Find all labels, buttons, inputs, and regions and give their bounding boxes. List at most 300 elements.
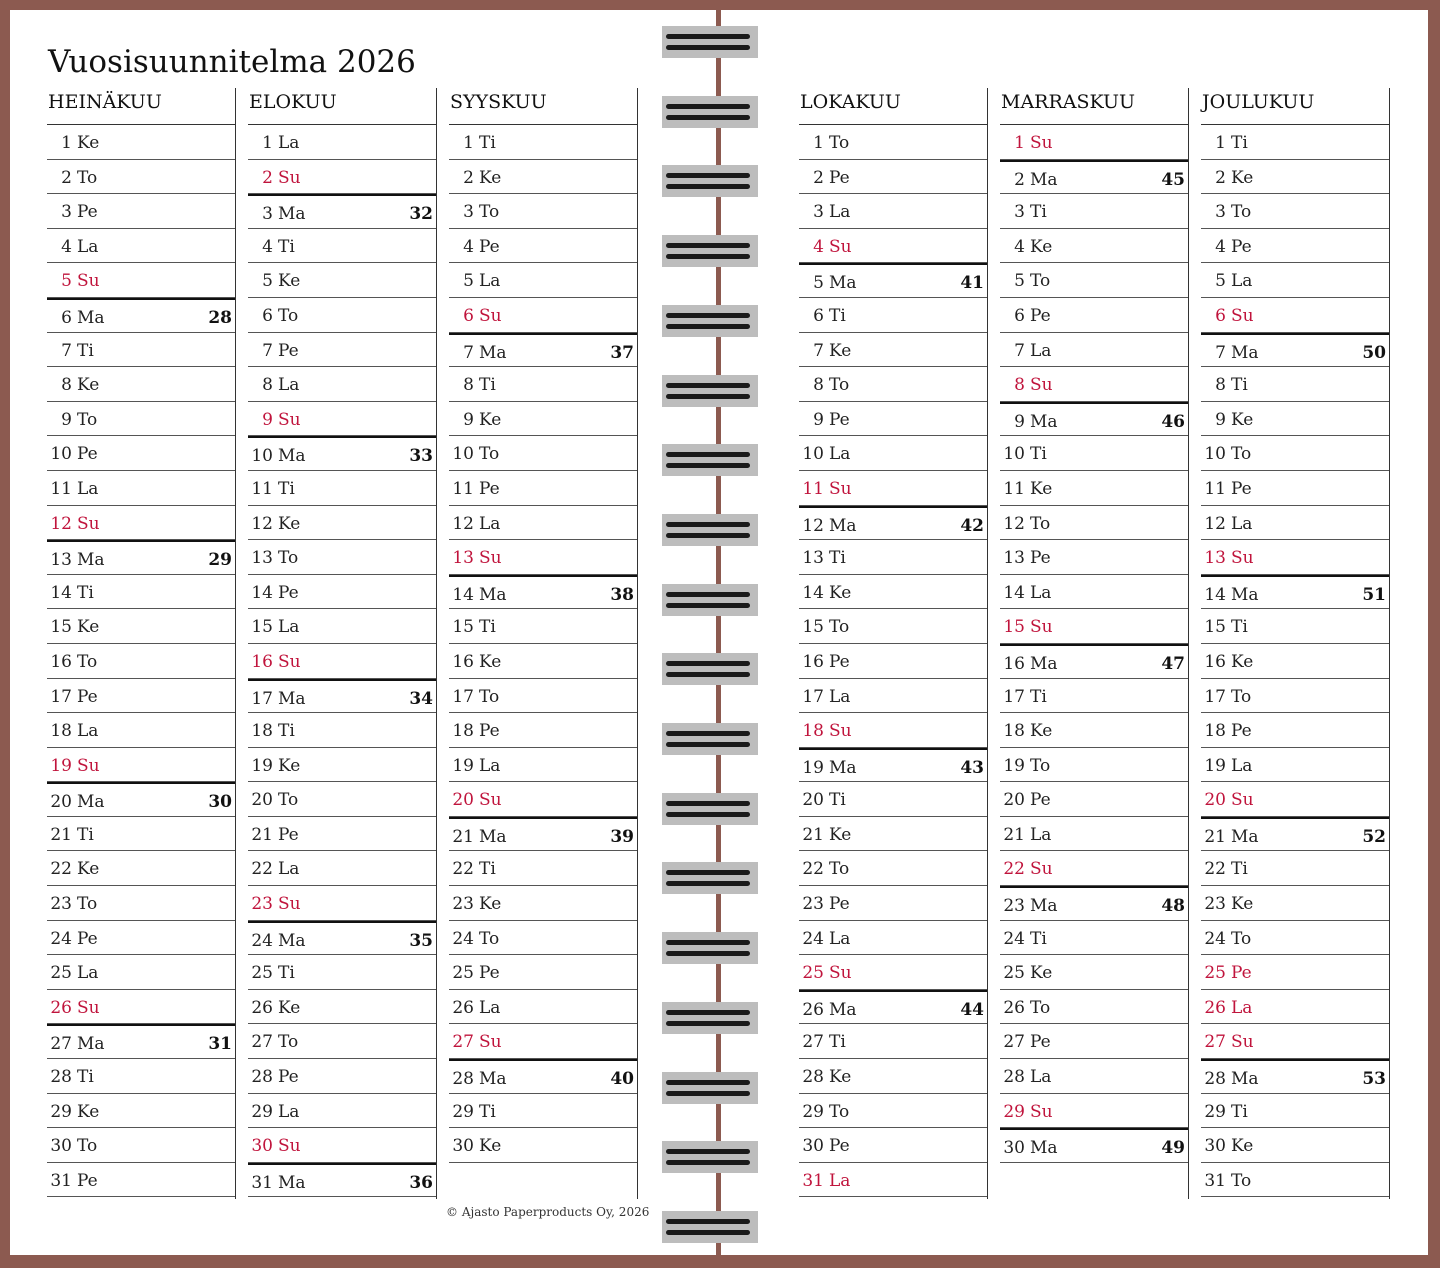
day-number: 3: [61, 202, 72, 223]
weekday-abbr: Ke: [278, 997, 301, 1018]
day-row: [47, 1024, 235, 1059]
day-number: 24: [251, 930, 273, 951]
day-number: 6: [1215, 305, 1226, 326]
day-row: [799, 229, 987, 264]
binding-ring: [662, 375, 758, 407]
day-number: 22: [50, 859, 72, 880]
weekday-abbr: Ke: [1030, 963, 1053, 984]
day-number: 6: [463, 305, 474, 326]
day-number: 19: [1003, 755, 1025, 776]
weekday-abbr: La: [1231, 997, 1253, 1018]
binding-ring: [662, 514, 758, 546]
week-number: 46: [1161, 411, 1185, 432]
day-row: [449, 748, 637, 783]
weekday-abbr: To: [1030, 271, 1051, 292]
day-number: 12: [50, 513, 72, 534]
day-row: [1000, 229, 1188, 264]
day-row: [47, 817, 235, 852]
day-row: [248, 125, 436, 160]
day-number: 18: [1003, 721, 1025, 742]
weekday-abbr: Ke: [1231, 409, 1254, 430]
day-number: 3: [262, 204, 273, 225]
day-row: [799, 955, 987, 990]
week-number: 45: [1161, 169, 1185, 190]
day-number: 14: [50, 582, 72, 603]
weekday-abbr: La: [829, 444, 851, 465]
day-number: 2: [61, 167, 72, 188]
weekday-abbr: Ti: [829, 305, 846, 326]
week-number: 44: [960, 999, 984, 1020]
day-number: 7: [262, 340, 273, 361]
month-column-syyskuu: [449, 88, 638, 1199]
weekday-abbr: To: [77, 651, 98, 672]
month-name: ELOKUU: [248, 88, 436, 125]
weekday-abbr: Su: [1030, 1101, 1053, 1122]
weekday-abbr: La: [1030, 1067, 1052, 1088]
day-row: [1000, 886, 1188, 921]
day-number: 23: [1003, 896, 1025, 917]
weekday-abbr: Ke: [479, 1136, 502, 1157]
weekday-abbr: Ti: [1231, 133, 1248, 153]
day-number: 3: [463, 202, 474, 223]
day-number: 2: [813, 167, 824, 188]
day-row: [449, 1128, 637, 1163]
day-row: [799, 817, 987, 852]
day-row: [1201, 575, 1389, 610]
day-number: 10: [802, 444, 824, 465]
day-row: [248, 333, 436, 368]
day-number: 31: [1204, 1170, 1226, 1191]
day-number: 29: [452, 1101, 474, 1122]
day-number: 21: [50, 824, 72, 845]
weekday-abbr: Ke: [278, 513, 301, 534]
day-row: [248, 402, 436, 437]
binding-ring: [662, 862, 758, 894]
weekday-abbr: Pe: [278, 824, 299, 845]
day-row: [449, 160, 637, 195]
weekday-abbr: Ke: [278, 271, 301, 292]
day-number: 22: [1204, 859, 1226, 880]
day-row: [248, 1059, 436, 1094]
day-number: 14: [251, 582, 273, 603]
day-row: [1000, 575, 1188, 610]
day-row: [1000, 1094, 1188, 1129]
copyright-footer: © Ajasto Paperproducts Oy, 2026: [446, 1205, 650, 1219]
weekday-abbr: Ti: [829, 790, 846, 811]
weekday-abbr: Su: [278, 1136, 301, 1157]
day-number: 9: [262, 409, 273, 430]
weekday-abbr: Pe: [829, 1136, 850, 1157]
day-number: 20: [1003, 790, 1025, 811]
day-number: 2: [262, 167, 273, 188]
weekday-abbr: Ti: [479, 859, 496, 880]
weekday-abbr: La: [1030, 582, 1052, 603]
weekday-abbr: Ke: [1030, 236, 1053, 257]
weekday-abbr: Pe: [77, 1170, 98, 1191]
day-number: 28: [1204, 1069, 1226, 1090]
week-number: 31: [208, 1034, 232, 1055]
weekday-abbr: To: [1030, 997, 1051, 1018]
day-row: [449, 333, 637, 368]
day-number: 16: [50, 651, 72, 672]
weekday-abbr: Ke: [829, 582, 852, 603]
day-row: [1201, 160, 1389, 195]
day-row: [1201, 194, 1389, 229]
weekday-abbr: Ti: [278, 236, 295, 257]
week-number: 39: [610, 826, 634, 847]
weekday-abbr: Ma: [1030, 411, 1058, 432]
day-number: 18: [452, 721, 474, 742]
day-number: 5: [1215, 271, 1226, 292]
day-number: 21: [802, 824, 824, 845]
weekday-abbr: To: [1231, 202, 1252, 223]
weekday-abbr: La: [479, 755, 501, 776]
weekday-abbr: To: [829, 859, 850, 880]
day-row: [1000, 402, 1188, 437]
weekday-abbr: Ke: [479, 894, 502, 915]
day-row: [799, 1094, 987, 1129]
day-number: 1: [813, 133, 824, 153]
day-number: 9: [1215, 409, 1226, 430]
day-row: [1201, 298, 1389, 333]
day-number: 12: [251, 513, 273, 534]
day-row: [449, 194, 637, 229]
day-row: [799, 540, 987, 575]
day-number: 15: [251, 617, 273, 638]
weekday-abbr: Ma: [1030, 653, 1058, 674]
day-row: [1201, 1094, 1389, 1129]
weekday-abbr: To: [1030, 513, 1051, 534]
day-number: 28: [50, 1067, 72, 1088]
day-number: 3: [1014, 202, 1025, 223]
weekday-abbr: Ti: [1231, 375, 1248, 396]
day-row: [1000, 679, 1188, 714]
weekday-abbr: Pe: [278, 1067, 299, 1088]
weekday-abbr: To: [77, 167, 98, 188]
day-number: 10: [1003, 444, 1025, 465]
weekday-abbr: Ma: [278, 930, 306, 951]
day-number: 13: [1003, 548, 1025, 569]
day-number: 31: [251, 1172, 273, 1193]
weekday-abbr: Pe: [829, 651, 850, 672]
day-number: 24: [50, 928, 72, 949]
day-number: 29: [251, 1101, 273, 1122]
weekday-abbr: Ke: [479, 167, 502, 188]
day-number: 4: [463, 236, 474, 257]
day-row: [47, 886, 235, 921]
day-number: 4: [262, 236, 273, 257]
day-number: 14: [1204, 584, 1226, 605]
day-row: [799, 1163, 987, 1198]
weekday-abbr: Pe: [1030, 1032, 1051, 1053]
day-number: 13: [802, 548, 824, 569]
weekday-abbr: Ke: [829, 340, 852, 361]
weekday-abbr: Ti: [77, 824, 94, 845]
day-row: [248, 679, 436, 714]
weekday-abbr: La: [829, 686, 851, 707]
day-number: 11: [50, 478, 72, 499]
day-row: [449, 229, 637, 264]
weekday-abbr: La: [1231, 755, 1253, 776]
day-number: 8: [262, 375, 273, 396]
day-row: [1201, 436, 1389, 471]
day-row: [449, 506, 637, 541]
day-row: [248, 990, 436, 1025]
day-number: 27: [1003, 1032, 1025, 1053]
weekday-abbr: To: [77, 409, 98, 430]
weekday-abbr: Ma: [829, 999, 857, 1020]
day-number: 27: [802, 1032, 824, 1053]
day-number: 13: [251, 548, 273, 569]
day-number: 11: [452, 478, 474, 499]
day-row: [1201, 1128, 1389, 1163]
day-row: [248, 817, 436, 852]
week-number: 35: [409, 930, 433, 951]
weekday-abbr: Ma: [1231, 342, 1259, 363]
day-number: 20: [1204, 790, 1226, 811]
weekday-abbr: To: [278, 790, 299, 811]
day-row: [248, 298, 436, 333]
weekday-abbr: To: [829, 375, 850, 396]
day-row: [799, 506, 987, 541]
day-number: 16: [452, 651, 474, 672]
day-number: 1: [61, 133, 72, 153]
day-row: [248, 160, 436, 195]
day-number: 20: [251, 790, 273, 811]
week-number: 36: [409, 1172, 433, 1193]
day-number: 5: [61, 271, 72, 292]
weekday-abbr: Ma: [479, 1069, 507, 1090]
weekday-abbr: La: [1231, 271, 1253, 292]
month-column-lokakuu: [799, 88, 988, 1199]
day-row: [1000, 644, 1188, 679]
weekday-abbr: Su: [77, 513, 100, 534]
day-row: [449, 471, 637, 506]
weekday-abbr: Ma: [479, 584, 507, 605]
weekday-abbr: Ti: [1231, 1101, 1248, 1122]
weekday-abbr: Ti: [77, 1067, 94, 1088]
weekday-abbr: Ke: [829, 824, 852, 845]
day-row: [449, 436, 637, 471]
day-row: [449, 1059, 637, 1094]
weekday-abbr: Pe: [1030, 790, 1051, 811]
weekday-abbr: Ti: [829, 1032, 846, 1053]
month-name: HEINÄKUU: [47, 88, 235, 125]
weekday-abbr: Ma: [278, 446, 306, 467]
weekday-abbr: Ke: [77, 133, 100, 153]
month-name: JOULUKUU: [1201, 88, 1389, 125]
day-number: 27: [50, 1034, 72, 1055]
weekday-abbr: To: [1231, 686, 1252, 707]
weekday-abbr: Ti: [77, 582, 94, 603]
day-row: [1000, 713, 1188, 748]
day-row: [799, 263, 987, 298]
day-number: 25: [452, 963, 474, 984]
day-row: [248, 886, 436, 921]
day-row: [799, 679, 987, 714]
day-number: 19: [802, 757, 824, 778]
day-list: [47, 125, 235, 1199]
day-row: [799, 367, 987, 402]
day-number: 13: [452, 548, 474, 569]
weekday-abbr: Ma: [77, 792, 105, 813]
day-row: [47, 1094, 235, 1129]
weekday-abbr: Pe: [1231, 478, 1252, 499]
weekday-abbr: Pe: [479, 478, 500, 499]
weekday-abbr: La: [829, 928, 851, 949]
day-row: [47, 575, 235, 610]
week-number: 42: [960, 515, 984, 536]
day-number: 8: [1215, 375, 1226, 396]
day-number: 3: [1215, 202, 1226, 223]
day-row: [1000, 298, 1188, 333]
weekday-abbr: To: [479, 202, 500, 223]
week-number: 30: [208, 792, 232, 813]
weekday-abbr: Su: [829, 721, 852, 742]
day-number: 2: [1215, 167, 1226, 188]
weekday-abbr: To: [77, 1136, 98, 1157]
day-number: 8: [61, 375, 72, 396]
weekday-abbr: Su: [77, 755, 100, 776]
day-row: [449, 713, 637, 748]
weekday-abbr: To: [278, 548, 299, 569]
day-number: 14: [1003, 582, 1025, 603]
day-number: 19: [251, 755, 273, 776]
day-number: 28: [251, 1067, 273, 1088]
weekday-abbr: Ti: [1030, 202, 1047, 223]
day-number: 30: [802, 1136, 824, 1157]
weekday-abbr: Ke: [77, 617, 100, 638]
day-number: 19: [452, 755, 474, 776]
day-row: [1201, 333, 1389, 368]
day-number: 19: [1204, 755, 1226, 776]
weekday-abbr: La: [278, 133, 300, 153]
day-row: [799, 575, 987, 610]
day-number: 15: [50, 617, 72, 638]
day-number: 28: [802, 1067, 824, 1088]
binding-ring: [662, 584, 758, 616]
day-row: [449, 817, 637, 852]
week-number: 33: [409, 446, 433, 467]
day-number: 27: [1204, 1032, 1226, 1053]
weekday-abbr: Ma: [829, 757, 857, 778]
day-row: [248, 1024, 436, 1059]
day-number: 20: [802, 790, 824, 811]
day-number: 29: [1204, 1101, 1226, 1122]
day-number: 23: [802, 894, 824, 915]
day-number: 14: [452, 584, 474, 605]
day-list: [248, 125, 436, 1199]
day-row: [248, 713, 436, 748]
day-row: [1000, 609, 1188, 644]
day-row: [47, 540, 235, 575]
weekday-abbr: Ma: [829, 515, 857, 536]
weekday-abbr: Ma: [1030, 896, 1058, 917]
weekday-abbr: Su: [829, 236, 852, 257]
weekday-abbr: Ma: [1231, 1069, 1259, 1090]
weekday-abbr: Pe: [77, 444, 98, 465]
day-row: [248, 921, 436, 956]
day-number: 15: [802, 617, 824, 638]
weekday-abbr: Su: [278, 167, 301, 188]
day-row: [799, 160, 987, 195]
day-number: 1: [262, 133, 273, 153]
week-number: 48: [1161, 896, 1185, 917]
month-name: MARRASKUU: [1000, 88, 1188, 125]
day-number: 26: [251, 997, 273, 1018]
day-row: [799, 298, 987, 333]
month-column-heinakuu: [47, 88, 236, 1199]
day-row: [799, 402, 987, 437]
week-number: 51: [1362, 584, 1386, 605]
weekday-abbr: To: [1030, 755, 1051, 776]
day-row: [47, 229, 235, 264]
day-row: [47, 644, 235, 679]
day-row: [1201, 506, 1389, 541]
day-row: [47, 160, 235, 195]
day-row: [1201, 817, 1389, 852]
binding-ring: [662, 723, 758, 755]
weekday-abbr: Pe: [77, 928, 98, 949]
binding-ring: [662, 444, 758, 476]
binding-ring: [662, 932, 758, 964]
day-row: [1201, 1163, 1389, 1198]
weekday-abbr: Pe: [479, 721, 500, 742]
day-number: 8: [1014, 375, 1025, 396]
day-number: 27: [452, 1032, 474, 1053]
weekday-abbr: To: [1231, 444, 1252, 465]
day-number: 20: [50, 792, 72, 813]
day-list: [449, 125, 637, 1199]
day-row: [799, 713, 987, 748]
day-number: 12: [1003, 513, 1025, 534]
day-row: [47, 679, 235, 714]
week-number: 52: [1362, 826, 1386, 847]
day-row: [248, 782, 436, 817]
day-row: [248, 1163, 436, 1198]
day-number: 8: [813, 375, 824, 396]
day-row: [248, 748, 436, 783]
weekday-abbr: La: [278, 859, 300, 880]
weekday-abbr: To: [479, 686, 500, 707]
day-row: [1201, 609, 1389, 644]
weekday-abbr: Ti: [278, 721, 295, 742]
day-row: [799, 333, 987, 368]
weekday-abbr: Pe: [1030, 305, 1051, 326]
day-number: 30: [1003, 1138, 1025, 1159]
weekday-abbr: Su: [1231, 305, 1254, 326]
weekday-abbr: Ti: [1231, 859, 1248, 880]
weekday-abbr: Su: [479, 790, 502, 811]
day-number: 26: [452, 997, 474, 1018]
weekday-abbr: Ma: [1030, 1138, 1058, 1159]
day-number: 16: [1204, 651, 1226, 672]
day-row: [1201, 229, 1389, 264]
day-number: 23: [251, 894, 273, 915]
day-number: 17: [1204, 686, 1226, 707]
day-number: 7: [463, 342, 474, 363]
day-row: [1201, 540, 1389, 575]
weekday-abbr: La: [479, 271, 501, 292]
weekday-abbr: Ti: [77, 340, 94, 361]
day-number: 24: [802, 928, 824, 949]
week-number: 47: [1161, 653, 1185, 674]
weekday-abbr: Pe: [829, 409, 850, 430]
day-row: [248, 436, 436, 471]
day-row: [248, 506, 436, 541]
binding-ring: [662, 1002, 758, 1034]
weekday-abbr: La: [77, 478, 99, 499]
